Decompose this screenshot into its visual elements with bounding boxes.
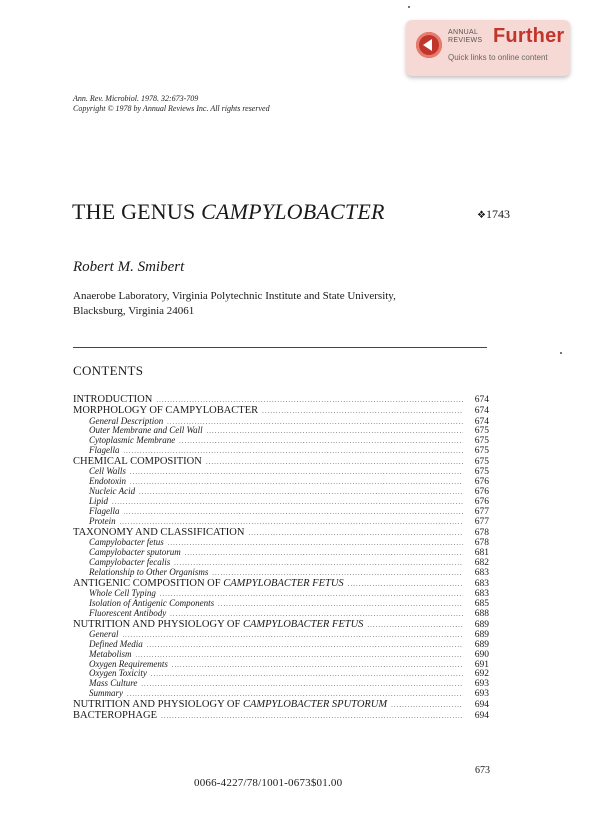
toc-entry-label: CHEMICAL COMPOSITION [73, 456, 202, 468]
toc-entry[interactable] [73, 660, 489, 670]
toc-leader-dots [139, 488, 463, 497]
toc-entry-label: Outer Membrane and Cell Wall [89, 426, 203, 436]
toc-entry[interactable] [73, 417, 489, 427]
toc-entry[interactable] [73, 394, 489, 405]
toc-entry-label: General [89, 629, 119, 639]
toc-entry-page: 675 [474, 446, 489, 457]
toc-leader-dots [179, 437, 463, 446]
toc-leader-dots [141, 680, 463, 689]
contents-heading: CONTENTS [73, 363, 144, 378]
toc-entry-label: Campylobacter sputorum [89, 547, 181, 557]
play-icon [416, 32, 442, 58]
toc-leader-dots [130, 468, 463, 477]
toc-entry[interactable] [73, 548, 489, 558]
toc-leader-dots [112, 498, 463, 507]
toc-entry-page: 691 [474, 659, 489, 670]
toc-leader-dots [136, 651, 464, 660]
toc-entry-label: Summary [89, 689, 123, 699]
annual-reviews-wordmark: ANNUAL REVIEWS [448, 29, 483, 44]
toc-entry-page: 690 [474, 649, 489, 660]
toc-entry-page: 676 [474, 487, 489, 498]
toc-entry[interactable] [73, 436, 489, 446]
toc-entry-page: 689 [474, 639, 489, 650]
author-name: Robert M. Smibert [73, 259, 185, 275]
toc-leader-dots [161, 711, 463, 721]
toc-entry-label: BACTEROPHAGE [73, 710, 158, 722]
toc-entry[interactable] [73, 426, 489, 436]
toc-entry-label: Defined Media [89, 639, 143, 649]
affiliation-line-1: Anaerobe Laboratory, Virginia Polytechnic Institute and State University, [73, 290, 396, 302]
toc-entry-label: Nucleic Acid [89, 487, 136, 497]
toc-entry-page: 693 [474, 689, 489, 700]
scan-speck [408, 6, 410, 8]
title-genus: CAMPYLOBACTER [201, 199, 385, 224]
toc-leader-dots [212, 569, 463, 578]
toc-entry[interactable] [73, 558, 489, 568]
toc-entry[interactable] [73, 497, 489, 507]
further-banner[interactable] [406, 20, 570, 76]
toc-leader-dots [168, 539, 463, 548]
toc-entry-page: 688 [474, 608, 489, 619]
affiliation [73, 289, 396, 319]
toc-entry[interactable] [73, 589, 489, 599]
toc-entry-page: 674 [474, 416, 489, 427]
toc-entry[interactable] [73, 630, 489, 640]
toc-entry-page: 693 [474, 679, 489, 690]
toc-entry[interactable] [73, 640, 489, 650]
page-number: 673 [475, 765, 490, 776]
toc-entry-page: 689 [474, 629, 489, 640]
toc-entry[interactable] [73, 578, 489, 589]
toc-entry[interactable] [73, 599, 489, 609]
further-wordmark: Further [493, 25, 565, 47]
toc-entry-page: 681 [474, 547, 489, 558]
toc-entry-label: Oxygen Toxicity [89, 669, 147, 679]
toc-leader-dots [170, 610, 463, 619]
toc-entry-page: 674 [474, 406, 489, 417]
toc-entry-page: 675 [474, 467, 489, 478]
toc-entry-label: NUTRITION AND PHYSIOLOGY OF CAMPYLOBACTER FETUS [73, 618, 364, 630]
toc-entry-label: Flagella [89, 507, 120, 517]
toc-entry[interactable] [73, 669, 489, 679]
citation [73, 94, 270, 114]
toc-leader-dots [130, 478, 463, 487]
toc-entry[interactable] [73, 568, 489, 578]
toc-entry-label: Fluorescent Antibody [89, 608, 167, 618]
toc-entry-label: Flagella [89, 446, 120, 456]
toc-entry-page: 675 [474, 436, 489, 447]
toc-entry[interactable] [73, 650, 489, 660]
toc-entry-label: Protein [89, 516, 116, 526]
toc-entry-page: 683 [474, 578, 489, 589]
toc-leader-dots [367, 620, 463, 630]
article-code-number: 1743 [485, 207, 510, 221]
diamond-icon: ❖ [477, 210, 486, 221]
toc-entry-label: MORPHOLOGY OF CAMPYLOBACTER [73, 405, 259, 417]
toc-leader-dots [391, 700, 463, 710]
toc-entry-page: 675 [474, 426, 489, 437]
toc-entry-page: 694 [474, 711, 489, 722]
toc-leader-dots [147, 641, 463, 650]
further-tagline: Quick links to online content [448, 53, 548, 62]
table-of-contents [73, 394, 489, 722]
toc-leader-dots [127, 690, 463, 699]
toc-entry[interactable] [73, 517, 489, 527]
toc-entry-label: NUTRITION AND PHYSIOLOGY OF CAMPYLOBACTER SPUTORUM [73, 699, 388, 711]
toc-entry-label: Cytoplasmic Membrane [89, 436, 176, 446]
toc-leader-dots [156, 395, 463, 405]
scan-speck [560, 352, 562, 354]
toc-entry-page: 683 [474, 588, 489, 599]
toc-entry-page: 689 [474, 619, 489, 630]
toc-entry-page: 685 [474, 598, 489, 609]
toc-entry[interactable] [73, 710, 489, 721]
affiliation-line-2: Blacksburg, Virginia 24061 [73, 305, 195, 317]
toc-entry[interactable] [73, 689, 489, 699]
toc-entry-page: 694 [474, 700, 489, 711]
toc-entry[interactable] [73, 609, 489, 619]
toc-leader-dots [248, 528, 463, 538]
toc-entry-label: Campylobacter fecalis [89, 557, 171, 567]
toc-entry-label: ANTIGENIC COMPOSITION OF CAMPYLOBACTER FETUS [73, 577, 344, 589]
title-prefix: THE GENUS [72, 199, 202, 224]
article-code [477, 207, 510, 222]
toc-entry-page: 683 [474, 567, 489, 578]
toc-entry[interactable] [73, 679, 489, 689]
toc-leader-dots [124, 508, 464, 517]
toc-entry-page: 675 [474, 457, 489, 468]
toc-entry-page: 677 [474, 516, 489, 527]
toc-entry-page: 674 [474, 395, 489, 405]
toc-entry-page: 682 [474, 557, 489, 568]
toc-leader-dots [123, 631, 464, 640]
toc-entry-page: 678 [474, 527, 489, 538]
toc-entry-label: Lipid [89, 497, 109, 507]
toc-entry[interactable] [73, 487, 489, 497]
toc-entry-label: Relationship to Other Organisms [89, 567, 209, 577]
article-title [72, 199, 385, 225]
toc-leader-dots [172, 661, 463, 670]
toc-entry-page: 677 [474, 507, 489, 517]
toc-leader-dots [167, 418, 463, 427]
toc-entry-page: 692 [474, 669, 489, 680]
toc-leader-dots [207, 427, 463, 436]
citation-line-2: Copyright © 1978 by Annual Reviews Inc. All rights reserved [73, 104, 270, 113]
toc-entry-label: Campylobacter fetus [89, 538, 164, 548]
toc-entry[interactable] [73, 446, 489, 456]
toc-entry-label: INTRODUCTION [73, 394, 153, 405]
toc-leader-dots [348, 579, 463, 589]
toc-entry-label: Metabolism [89, 649, 132, 659]
toc-leader-dots [218, 600, 463, 609]
toc-entry-label: Isolation of Antigenic Components [89, 598, 215, 608]
toc-leader-dots [151, 670, 463, 679]
toc-entry[interactable] [73, 467, 489, 477]
toc-leader-dots [160, 590, 463, 599]
toc-leader-dots [124, 447, 464, 456]
toc-entry-label: Whole Cell Typing [89, 588, 156, 598]
toc-entry[interactable] [73, 527, 489, 538]
toc-entry-label: Cell Walls [89, 467, 126, 477]
toc-entry[interactable] [73, 538, 489, 548]
toc-entry[interactable] [73, 507, 489, 517]
toc-entry[interactable] [73, 405, 489, 416]
toc-entry-label: TAXONOMY AND CLASSIFICATION [73, 526, 245, 538]
toc-entry[interactable] [73, 699, 489, 710]
toc-entry[interactable] [73, 456, 489, 467]
toc-leader-dots [206, 457, 463, 467]
toc-entry-page: 678 [474, 538, 489, 548]
toc-leader-dots [120, 518, 463, 527]
toc-leader-dots [262, 406, 463, 416]
toc-entry-label: Oxygen Requirements [89, 659, 168, 669]
toc-entry-label: Endotoxin [89, 477, 126, 487]
toc-leader-dots [174, 559, 463, 568]
toc-entry-label: General Description [89, 416, 164, 426]
toc-entry[interactable] [73, 477, 489, 487]
toc-entry-page: 676 [474, 477, 489, 488]
toc-entry[interactable] [73, 619, 489, 630]
toc-entry-page: 676 [474, 497, 489, 508]
footer-code: 0066-4227/78/1001-0673$01.00 [194, 777, 343, 789]
toc-leader-dots [185, 549, 463, 558]
section-divider [73, 347, 487, 348]
citation-line-1: Ann. Rev. Microbiol. 1978. 32:673-709 [73, 94, 199, 103]
toc-entry-label: Mass Culture [89, 679, 138, 689]
